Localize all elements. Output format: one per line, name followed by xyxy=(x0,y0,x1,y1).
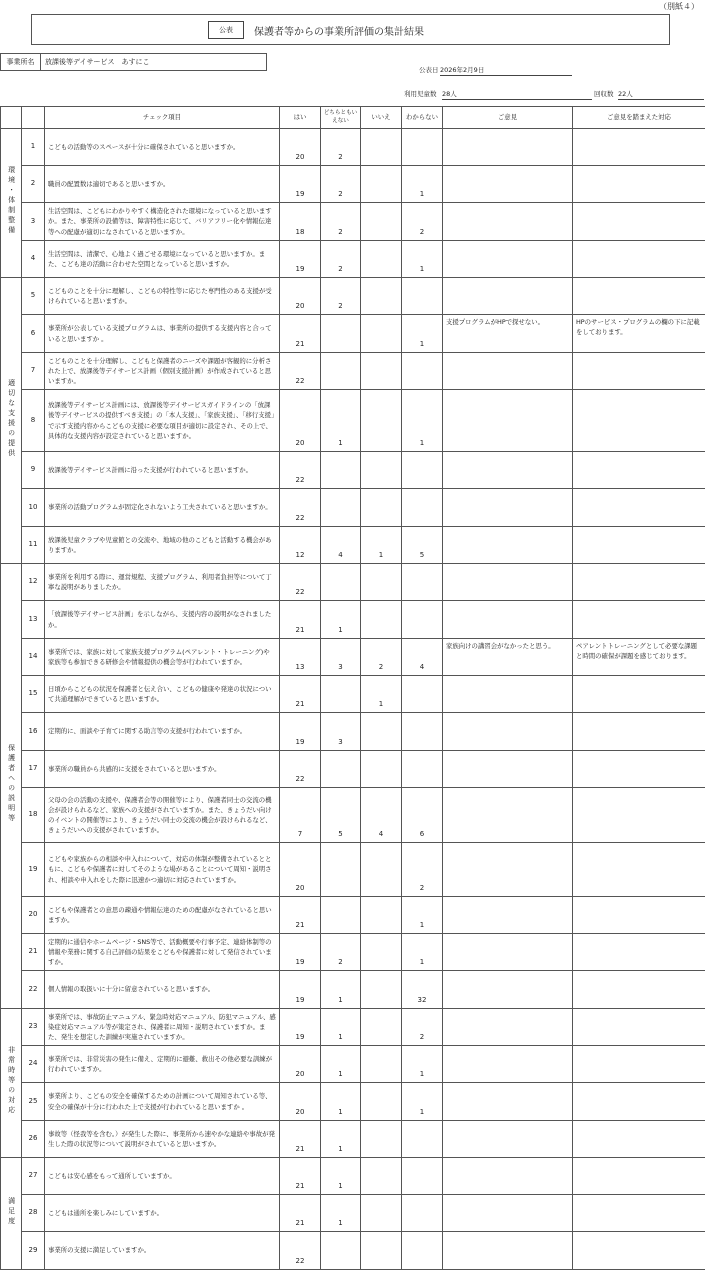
opinion-cell xyxy=(443,1195,573,1232)
response-cell xyxy=(573,788,705,843)
table-row xyxy=(1,601,705,639)
opinion-cell xyxy=(443,489,573,527)
table-row xyxy=(1,1158,705,1195)
table-row xyxy=(1,1046,705,1083)
publish-date-label: 公表日 xyxy=(419,66,439,74)
table-header-row xyxy=(1,107,705,129)
count-unknown: 6 xyxy=(402,788,443,843)
opinion-cell xyxy=(443,1046,573,1083)
opinion-cell xyxy=(443,390,573,452)
user-count-label: 利用児童数 xyxy=(404,90,437,98)
count-yes: 19 xyxy=(280,166,321,203)
opinion-cell xyxy=(443,1158,573,1195)
check-item-text: 日頃からこどもの状況を保護者と伝え合い、こどもの健康や発達の状況について共通理解ができていると思いますか。 xyxy=(45,676,280,713)
row-number: 10 xyxy=(22,489,45,527)
count-neither: 4 xyxy=(321,527,361,564)
row-number: 21 xyxy=(22,934,45,971)
count-unknown xyxy=(402,353,443,390)
count-unknown: 32 xyxy=(402,971,443,1009)
count-yes: 7 xyxy=(280,788,321,843)
response-count-label: 回収数 xyxy=(594,90,614,98)
count-no: 1 xyxy=(361,527,402,564)
count-no xyxy=(361,971,402,1009)
table-row xyxy=(1,934,705,971)
check-item-text: 個人情報の取扱いに十分に留意されていると思いますか。 xyxy=(45,971,280,1009)
count-neither: 1 xyxy=(321,1121,361,1158)
count-yes: 20 xyxy=(280,843,321,897)
header-yes: はい xyxy=(280,107,321,129)
count-unknown xyxy=(402,1232,443,1270)
opinion-cell xyxy=(443,203,573,241)
table-row xyxy=(1,527,705,564)
opinion-cell xyxy=(443,129,573,166)
check-item-text: こどもは通所を楽しみにしていますか。 xyxy=(45,1195,280,1232)
header-neither: どちらともいえない xyxy=(321,107,361,129)
row-number: 9 xyxy=(22,452,45,489)
response-cell xyxy=(573,390,705,452)
check-item-text: 放課後等デイサービス計画に沿った支援が行われていると思いますか。 xyxy=(45,452,280,489)
count-unknown: 5 xyxy=(402,527,443,564)
count-no xyxy=(361,452,402,489)
count-yes: 21 xyxy=(280,1195,321,1232)
count-unknown: 1 xyxy=(402,897,443,934)
check-item-text: 事業所では、事故防止マニュアル、緊急時対応マニュアル、防犯マニュアル、感染症対応マニュアル等が策定され、保護者に周知・説明されていますか。また、発生を想定した訓練が実施されていますか。 xyxy=(45,1009,280,1046)
response-cell xyxy=(573,601,705,639)
evaluation-table xyxy=(0,106,705,1270)
count-unknown xyxy=(402,452,443,489)
count-unknown xyxy=(402,489,443,527)
category-cell xyxy=(1,129,22,278)
row-number: 5 xyxy=(22,278,45,315)
opinion-cell xyxy=(443,897,573,934)
row-number: 2 xyxy=(22,166,45,203)
count-yes: 21 xyxy=(280,676,321,713)
opinion-cell xyxy=(443,278,573,315)
row-number: 19 xyxy=(22,843,45,897)
check-item-text: 生活空間は、清潔で、心地よく過ごせる環境になっていると思いますか。また、こども達の活動に合わせた空間となっていると思いますか。 xyxy=(45,241,280,278)
response-cell xyxy=(573,843,705,897)
table-row xyxy=(1,166,705,203)
check-item-text: 事業所が公表している支援プログラムは、事業所の提供する支援内容と合っていると思いますか 。 xyxy=(45,315,280,353)
check-item-text: 事業所を利用する際に、運営規程、支援プログラム、利用者負担等について丁寧な説明がありましたか。 xyxy=(45,564,280,601)
count-yes: 22 xyxy=(280,564,321,601)
count-neither xyxy=(321,489,361,527)
count-no xyxy=(361,564,402,601)
count-unknown: 1 xyxy=(402,241,443,278)
count-neither xyxy=(321,564,361,601)
table-row xyxy=(1,278,705,315)
count-neither xyxy=(321,676,361,713)
count-unknown xyxy=(402,1158,443,1195)
check-item-text: こどもや保護者との意思の疎通や情報伝達のための配慮がなされていると思いますか。 xyxy=(45,897,280,934)
count-unknown: 2 xyxy=(402,843,443,897)
facility-label: 事業所名 xyxy=(0,53,41,71)
table-row xyxy=(1,1121,705,1158)
count-no xyxy=(361,489,402,527)
response-cell xyxy=(573,1195,705,1232)
check-item-text: 事故等（怪我等を含む。）が発生した際に、事業所から速やかな連絡や事故が発生した際の状況等について説明がされていると思いますか。 xyxy=(45,1121,280,1158)
count-no xyxy=(361,1121,402,1158)
table-row xyxy=(1,1195,705,1232)
count-no xyxy=(361,315,402,353)
response-cell xyxy=(573,241,705,278)
response-cell xyxy=(573,971,705,1009)
opinion-cell: 家族向けの講習会がなかったと思う。 xyxy=(443,639,573,676)
response-cell xyxy=(573,1121,705,1158)
table-row xyxy=(1,788,705,843)
header-response: ご意見を踏まえた対応 xyxy=(573,107,705,129)
check-item-text: 定期的に通信やホームページ・SNS等で、活動概要や行事予定、連絡体制等の情報や業務に関する自己評価の結果をこどもや保護者に対して発信されていますか。 xyxy=(45,934,280,971)
response-cell xyxy=(573,129,705,166)
publish-date-value: 2026年2月9日 xyxy=(440,65,572,76)
count-yes: 22 xyxy=(280,1232,321,1270)
count-neither: 2 xyxy=(321,241,361,278)
row-number: 24 xyxy=(22,1046,45,1083)
header-unknown: わからない xyxy=(402,107,443,129)
count-neither: 1 xyxy=(321,1046,361,1083)
count-yes: 22 xyxy=(280,489,321,527)
table-row xyxy=(1,676,705,713)
count-neither xyxy=(321,897,361,934)
response-cell xyxy=(573,489,705,527)
check-item-text: こどもの活動等のスペースが十分に確保されていると思いますか。 xyxy=(45,129,280,166)
table-row xyxy=(1,241,705,278)
row-number: 16 xyxy=(22,713,45,751)
table-row xyxy=(1,751,705,788)
opinion-cell xyxy=(443,166,573,203)
row-number: 13 xyxy=(22,601,45,639)
response-cell: HPのサービス・プログラムの欄の下に記載をしております。 xyxy=(573,315,705,353)
count-yes: 20 xyxy=(280,390,321,452)
count-no xyxy=(361,203,402,241)
count-neither: 1 xyxy=(321,390,361,452)
check-item-text: 放課後児童クラブや児童館との交流や、地域の他のこどもと活動する機会がありますか。 xyxy=(45,527,280,564)
count-neither: 2 xyxy=(321,278,361,315)
header-no: いいえ xyxy=(361,107,402,129)
opinion-cell xyxy=(443,676,573,713)
count-no xyxy=(361,1232,402,1270)
response-cell xyxy=(573,713,705,751)
count-neither: 1 xyxy=(321,601,361,639)
response-cell xyxy=(573,564,705,601)
count-neither: 1 xyxy=(321,1083,361,1121)
count-unknown: 1 xyxy=(402,1083,443,1121)
row-number: 6 xyxy=(22,315,45,353)
count-yes: 18 xyxy=(280,203,321,241)
count-neither: 1 xyxy=(321,1195,361,1232)
count-neither xyxy=(321,315,361,353)
count-yes: 13 xyxy=(280,639,321,676)
count-unknown: 2 xyxy=(402,1009,443,1046)
count-no xyxy=(361,353,402,390)
row-number: 3 xyxy=(22,203,45,241)
response-cell xyxy=(573,452,705,489)
count-no: 1 xyxy=(361,676,402,713)
table-row xyxy=(1,1009,705,1046)
category-cell xyxy=(1,564,22,1009)
response-cell xyxy=(573,1158,705,1195)
check-item-text: 生活空間は、こどもにわかりやすく構造化された環境になっていると思いますか。また、事業所の設備等は、障害特性に応じて、バリアフリー化や情報伝達等への配慮が適切になされていると思いますか。 xyxy=(45,203,280,241)
count-unknown xyxy=(402,1121,443,1158)
count-neither: 2 xyxy=(321,166,361,203)
table-row xyxy=(1,897,705,934)
response-cell xyxy=(573,1083,705,1121)
count-yes: 20 xyxy=(280,278,321,315)
count-yes: 22 xyxy=(280,452,321,489)
header-number xyxy=(22,107,45,129)
table-row xyxy=(1,452,705,489)
count-unknown: 1 xyxy=(402,166,443,203)
count-yes: 21 xyxy=(280,897,321,934)
count-no xyxy=(361,601,402,639)
facility-name: 放課後等デイサービス あすにこ xyxy=(41,53,267,71)
row-number: 28 xyxy=(22,1195,45,1232)
row-number: 14 xyxy=(22,639,45,676)
opinion-cell xyxy=(443,843,573,897)
count-yes: 12 xyxy=(280,527,321,564)
opinion-cell xyxy=(443,241,573,278)
count-neither: 1 xyxy=(321,971,361,1009)
row-number: 1 xyxy=(22,129,45,166)
row-number: 8 xyxy=(22,390,45,452)
count-no xyxy=(361,934,402,971)
check-item-text: 父母の会の活動の支援や、保護者会等の開催等により、保護者同士の交流の機会が設けられるなど、家族への支援がされていますか。また、きょうだい向けのイベントの開催等により、きょうだい同士の交流の機会が設けられるなど、きょうだいへの支援がされていますか。 xyxy=(45,788,280,843)
user-count-value: 28人 xyxy=(442,89,592,100)
row-number: 17 xyxy=(22,751,45,788)
opinion-cell xyxy=(443,1083,573,1121)
table-row xyxy=(1,315,705,353)
response-cell: ペアレントトレーニングとして必要な課題と時間の確保が課題を感じております。 xyxy=(573,639,705,676)
count-neither xyxy=(321,751,361,788)
table-row xyxy=(1,639,705,676)
row-number: 26 xyxy=(22,1121,45,1158)
table-row xyxy=(1,971,705,1009)
opinion-cell xyxy=(443,1121,573,1158)
check-item-text: 事業所の支援に満足していますか。 xyxy=(45,1232,280,1270)
response-cell xyxy=(573,527,705,564)
header-check-item: チェック項目 xyxy=(45,107,280,129)
header-opinion: ご意見 xyxy=(443,107,573,129)
count-unknown: 1 xyxy=(402,390,443,452)
count-yes: 19 xyxy=(280,971,321,1009)
check-item-text: こどもや家族からの相談や申入れについて、対応の体制が整備されているとともに、こどもや保護者に対してそのような場があることについて周知・説明され、相談や申入れをした際に迅速かつ適切に対応されていますか。 xyxy=(45,843,280,897)
check-item-text: 事業所では、非常災害の発生に備え、定期的に避難、救出その他必要な訓練が行われていますか。 xyxy=(45,1046,280,1083)
table-row xyxy=(1,1232,705,1270)
response-cell xyxy=(573,166,705,203)
opinion-cell xyxy=(443,564,573,601)
count-unknown xyxy=(402,601,443,639)
count-no xyxy=(361,1009,402,1046)
opinion-cell xyxy=(443,1009,573,1046)
count-neither: 1 xyxy=(321,1009,361,1046)
count-no xyxy=(361,751,402,788)
count-yes: 21 xyxy=(280,315,321,353)
response-cell xyxy=(573,934,705,971)
check-item-text: 事業所の職員から共感的に支援をされていると思いますか。 xyxy=(45,751,280,788)
count-no: 2 xyxy=(361,639,402,676)
count-unknown: 4 xyxy=(402,639,443,676)
count-no: 4 xyxy=(361,788,402,843)
count-yes: 19 xyxy=(280,934,321,971)
response-cell xyxy=(573,278,705,315)
row-number: 20 xyxy=(22,897,45,934)
count-neither: 3 xyxy=(321,713,361,751)
category-cell xyxy=(1,1158,22,1270)
count-yes: 19 xyxy=(280,713,321,751)
count-no xyxy=(361,713,402,751)
opinion-cell xyxy=(443,527,573,564)
check-item-text: 事業所の活動プログラムが固定化されないよう工夫されていると思いますか。 xyxy=(45,489,280,527)
opinion-cell: 支援プログラムがHPで探せない。 xyxy=(443,315,573,353)
response-cell xyxy=(573,203,705,241)
annex-label: （別紙４） xyxy=(659,2,699,11)
table-row xyxy=(1,1083,705,1121)
response-cell xyxy=(573,1009,705,1046)
opinion-cell xyxy=(443,601,573,639)
row-number: 29 xyxy=(22,1232,45,1270)
count-no xyxy=(361,166,402,203)
count-yes: 20 xyxy=(280,1083,321,1121)
count-unknown xyxy=(402,676,443,713)
table-row xyxy=(1,489,705,527)
count-no xyxy=(361,129,402,166)
check-item-text: 放課後等デイサービス計画には、放課後等デイサービスガイドラインの「放課後等デイサービスの提供すべき支援」の「本人支援」、「家族支援」、「移行支援」で示す支援内容からこどもの支援に必要な項目が適切に設定され、その上で、具体的な支援内容が設定されていると思いますか。 xyxy=(45,390,280,452)
opinion-cell xyxy=(443,1232,573,1270)
opinion-cell xyxy=(443,751,573,788)
count-yes: 21 xyxy=(280,1121,321,1158)
count-neither: 1 xyxy=(321,1158,361,1195)
opinion-cell xyxy=(443,353,573,390)
row-number: 27 xyxy=(22,1158,45,1195)
row-number: 7 xyxy=(22,353,45,390)
count-unknown xyxy=(402,564,443,601)
check-item-text: 事業所より、こどもの安全を確保するための計画について周知されている等、安全の確保が十分に行われた上で支援が行われていると思いますか 。 xyxy=(45,1083,280,1121)
opinion-cell xyxy=(443,452,573,489)
table-row xyxy=(1,203,705,241)
count-neither xyxy=(321,452,361,489)
opinion-cell xyxy=(443,971,573,1009)
count-no xyxy=(361,843,402,897)
row-number: 15 xyxy=(22,676,45,713)
category-label: 適切な支援の提供 xyxy=(7,378,16,459)
response-count-value: 22人 xyxy=(618,89,704,100)
count-no xyxy=(361,897,402,934)
count-unknown xyxy=(402,751,443,788)
count-unknown: 1 xyxy=(402,315,443,353)
count-yes: 19 xyxy=(280,241,321,278)
count-no xyxy=(361,241,402,278)
category-cell xyxy=(1,1009,22,1158)
row-number: 4 xyxy=(22,241,45,278)
public-badge: 公表 xyxy=(208,21,244,39)
title-box xyxy=(31,14,670,45)
table-row xyxy=(1,390,705,452)
check-item-text: 職員の配置数は適切であると思いますか。 xyxy=(45,166,280,203)
table-row xyxy=(1,713,705,751)
count-neither: 2 xyxy=(321,934,361,971)
table-row xyxy=(1,843,705,897)
count-neither: 2 xyxy=(321,129,361,166)
opinion-cell xyxy=(443,713,573,751)
count-neither xyxy=(321,1232,361,1270)
count-neither: 3 xyxy=(321,639,361,676)
table-row xyxy=(1,564,705,601)
check-item-text: こどもは安心感をもって通所していますか。 xyxy=(45,1158,280,1195)
count-unknown: 1 xyxy=(402,934,443,971)
response-cell xyxy=(573,1046,705,1083)
count-no xyxy=(361,390,402,452)
response-cell xyxy=(573,751,705,788)
table-row xyxy=(1,129,705,166)
count-neither xyxy=(321,353,361,390)
count-yes: 21 xyxy=(280,1158,321,1195)
category-label: 非常時等の対応 xyxy=(7,1046,16,1117)
category-label: 環境・体制整備 xyxy=(7,166,16,237)
count-yes: 21 xyxy=(280,601,321,639)
count-no xyxy=(361,1083,402,1121)
category-cell xyxy=(1,278,22,564)
count-yes: 20 xyxy=(280,129,321,166)
opinion-cell xyxy=(443,934,573,971)
response-cell xyxy=(573,676,705,713)
check-item-text: 定期的に、面談や子育てに関する助言等の支援が行われていますか。 xyxy=(45,713,280,751)
row-number: 22 xyxy=(22,971,45,1009)
count-neither: 5 xyxy=(321,788,361,843)
count-unknown: 1 xyxy=(402,1046,443,1083)
response-cell xyxy=(573,897,705,934)
header-category xyxy=(1,107,22,129)
count-no xyxy=(361,1195,402,1232)
count-unknown xyxy=(402,129,443,166)
count-unknown xyxy=(402,278,443,315)
count-no xyxy=(361,1046,402,1083)
category-label: 保護者への説明等 xyxy=(7,744,16,825)
table-row xyxy=(1,353,705,390)
category-label: 満足度 xyxy=(7,1196,16,1227)
count-no xyxy=(361,1158,402,1195)
response-cell xyxy=(573,353,705,390)
count-unknown xyxy=(402,713,443,751)
row-number: 11 xyxy=(22,527,45,564)
row-number: 12 xyxy=(22,564,45,601)
count-unknown: 2 xyxy=(402,203,443,241)
check-item-text: 「放課後等デイサービス計画」を示しながら、支援内容の説明がなされましたか。 xyxy=(45,601,280,639)
count-yes: 20 xyxy=(280,1046,321,1083)
row-number: 25 xyxy=(22,1083,45,1121)
row-number: 18 xyxy=(22,788,45,843)
check-item-text: 事業所では、家族に対して家族支援プログラム(ペアレント・トレーニング)や家族等も参加できる研修会や情報提供の機会等が行われていますか。 xyxy=(45,639,280,676)
count-neither xyxy=(321,843,361,897)
count-yes: 19 xyxy=(280,1009,321,1046)
check-item-text: こどものことを十分に理解し、こどもの特性等に応じた専門性のある支援が受けられていると思いますか。 xyxy=(45,278,280,315)
count-no xyxy=(361,278,402,315)
row-number: 23 xyxy=(22,1009,45,1046)
count-yes: 22 xyxy=(280,353,321,390)
count-neither: 2 xyxy=(321,203,361,241)
opinion-cell xyxy=(443,788,573,843)
check-item-text: こどものことを十分理解し、こどもと保護者のニーズや課題が客観的に分析された上で、放課後等デイサービス計画（個別支援計画）が作成されていると思いますか。 xyxy=(45,353,280,390)
count-unknown xyxy=(402,1195,443,1232)
response-cell xyxy=(573,1232,705,1270)
page-title: 保護者等からの事業所評価の集計結果 xyxy=(254,26,424,38)
count-yes: 22 xyxy=(280,751,321,788)
